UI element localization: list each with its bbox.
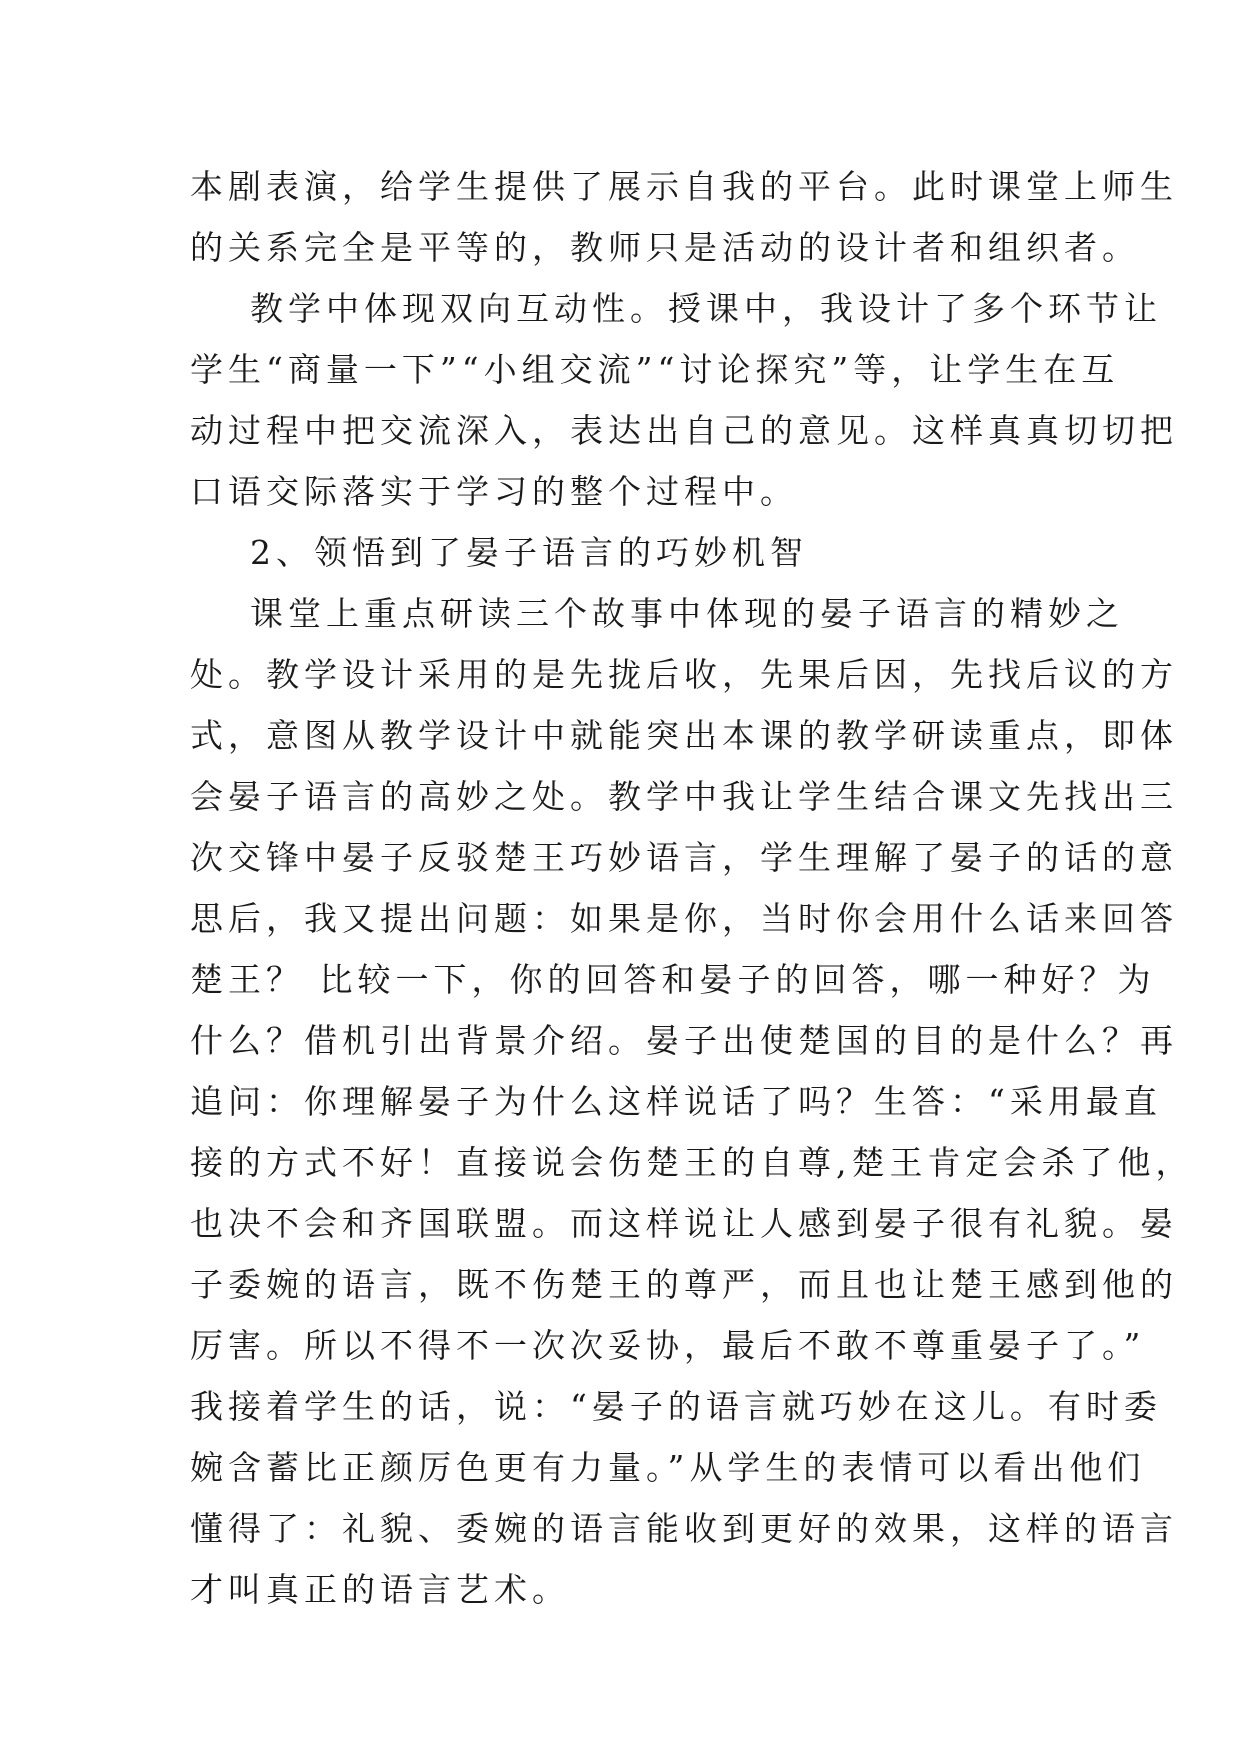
text-line: 次交锋中晏子反驳楚王巧妙语言，学生理解了晏子的话的意 xyxy=(190,838,1178,877)
text-line: 教学中体现双向互动性。授课中，我设计了多个环节让 xyxy=(250,289,1162,328)
text-line: 婉含蓄比正颜厉色更有力量。”从学生的表情可以看出他们 xyxy=(190,1448,1146,1487)
text-line: 也决不会和齐国联盟。而这样说让人感到晏子很有礼貌。晏 xyxy=(190,1204,1178,1243)
text-line: 式，意图从教学设计中就能突出本课的教学研读重点，即体 xyxy=(190,716,1178,755)
text-line: 课堂上重点研读三个故事中体现的晏子语言的精妙之 xyxy=(250,594,1124,633)
text-line: 追问：你理解晏子为什么这样说话了吗？生答：“采用最直 xyxy=(190,1082,1162,1121)
text-line: 的关系完全是平等的，教师只是活动的设计者和组织者。 xyxy=(190,228,1140,267)
text-line: 本剧表演，给学生提供了展示自我的平台。此时课堂上师生 xyxy=(190,167,1178,206)
text-line: 我接着学生的话，说：“晏子的语言就巧妙在这儿。有时委 xyxy=(190,1387,1162,1426)
text-line: 学生“商量一下”“小组交流”“讨论探究”等，让学生在互 xyxy=(190,350,1120,389)
text-line: 懂得了：礼貌、委婉的语言能收到更好的效果，这样的语言 xyxy=(190,1509,1178,1548)
text-line: 处。教学设计采用的是先拢后收，先果后因，先找后议的方 xyxy=(190,655,1178,694)
text-line: 楚王？ 比较一下，你的回答和晏子的回答，哪一种好？为 xyxy=(190,960,1156,999)
text-line: 子委婉的语言，既不伤楚王的尊严，而且也让楚王感到他的 xyxy=(190,1265,1178,1304)
text-line: 思后，我又提出问题：如果是你，当时你会用什么话来回答 xyxy=(190,899,1178,938)
document-body xyxy=(190,156,1194,1620)
text-line: 会晏子语言的高妙之处。教学中我让学生结合课文先找出三 xyxy=(190,777,1178,816)
text-line: 动过程中把交流深入，表达出自己的意见。这样真真切切把 xyxy=(190,411,1178,450)
text-line: 厉害。所以不得不一次次妥协，最后不敢不尊重晏子了。” xyxy=(190,1326,1146,1365)
text-line: 口语交际落实于学习的整个过程中。 xyxy=(190,472,798,511)
text-line: 2、领悟到了晏子语言的巧妙机智 xyxy=(250,533,808,572)
text-line: 才叫真正的语言艺术。 xyxy=(190,1570,570,1609)
text-line: 什么？借机引出背景介绍。晏子出使楚国的目的是什么？再 xyxy=(190,1021,1178,1060)
text-line: 接的方式不好！直接说会伤楚王的自尊,楚王肯定会杀了他， xyxy=(190,1143,1194,1182)
